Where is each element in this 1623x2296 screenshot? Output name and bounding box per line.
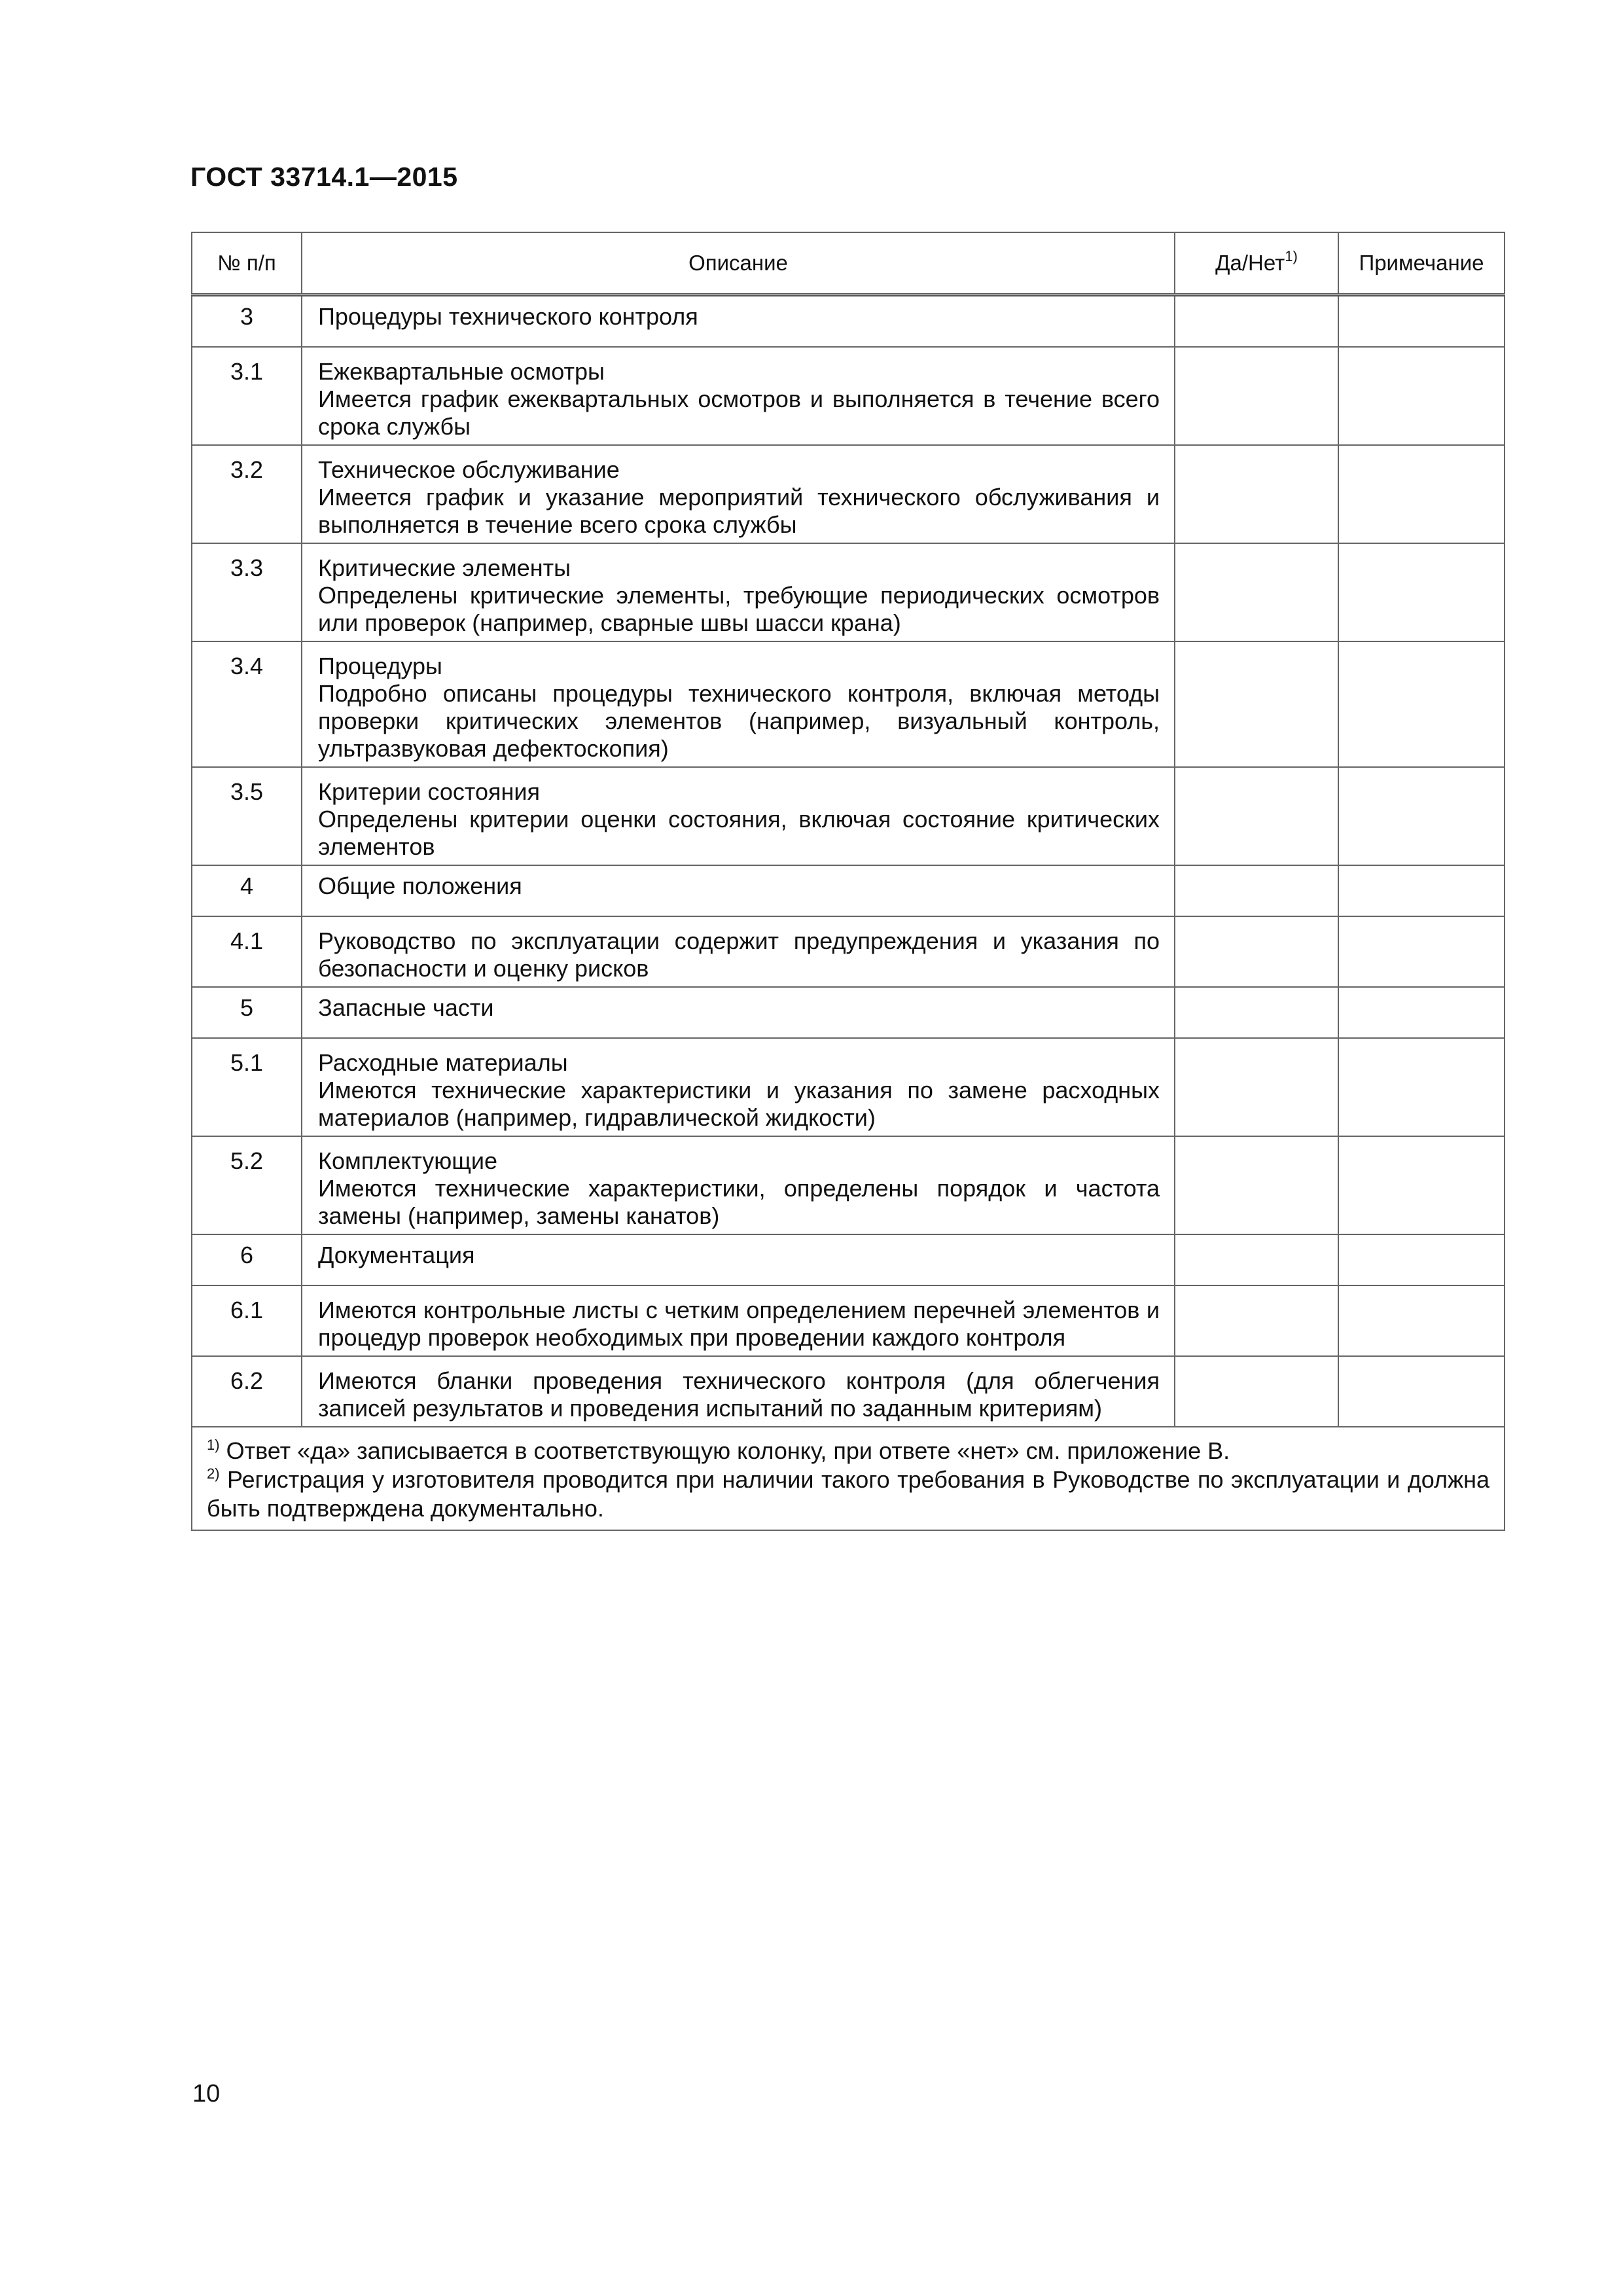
remark-cell[interactable] — [1338, 1285, 1505, 1356]
row-number: 3.2 — [192, 445, 302, 543]
table-row — [192, 987, 1505, 1038]
row-text: Имеется график и указание мероприятий технического обслуживания и выполняется в течение всего срока службы — [318, 484, 1160, 538]
row-number: 3.4 — [192, 641, 302, 767]
remark-cell[interactable] — [1338, 295, 1505, 348]
row-description — [302, 865, 1175, 916]
row-text: Процедуры технического контроля — [318, 303, 698, 330]
remark-cell[interactable] — [1338, 1038, 1505, 1136]
row-text: Документация — [318, 1242, 475, 1268]
table-row — [192, 641, 1505, 767]
remark-cell[interactable] — [1338, 347, 1505, 445]
row-title: Критические элементы — [318, 554, 571, 581]
table-row — [192, 865, 1505, 916]
row-text: Общие положения — [318, 872, 522, 899]
row-description — [302, 1136, 1175, 1234]
table-row — [192, 1038, 1505, 1136]
yes-no-cell[interactable] — [1175, 767, 1338, 865]
table-row — [192, 295, 1505, 348]
table-header-row — [192, 232, 1505, 295]
row-text: Запасные части — [318, 994, 494, 1021]
row-text: Имеется график ежеквартальных осмотров и выполняется в течение всего срока службы — [318, 386, 1160, 440]
footnote-1 — [207, 1437, 1489, 1465]
row-number: 6.1 — [192, 1285, 302, 1356]
yes-no-cell[interactable] — [1175, 1136, 1338, 1234]
footnote-marker: 1) — [1285, 248, 1298, 264]
row-description — [302, 1356, 1175, 1427]
row-text: Руководство по эксплуатации содержит предупреждения и указания по безопасности и оценку рисков — [318, 927, 1160, 982]
table-row — [192, 347, 1505, 445]
row-description — [302, 1234, 1175, 1285]
row-text: Имеются контрольные листы с четким определением перечней элементов и процедур проверок необходимых при проведении каждого контроля — [318, 1297, 1160, 1351]
row-text: Имеются технические характеристики, определены порядок и частота замены (например, замены канатов) — [318, 1175, 1160, 1229]
yes-no-cell[interactable] — [1175, 347, 1338, 445]
table-row — [192, 767, 1505, 865]
row-title: Ежеквартальные осмотры — [318, 358, 605, 385]
row-description — [302, 916, 1175, 987]
row-number: 6 — [192, 1234, 302, 1285]
row-number: 5 — [192, 987, 302, 1038]
row-number: 5.1 — [192, 1038, 302, 1136]
row-description — [302, 543, 1175, 641]
row-text: Подробно описаны процедуры технического контроля, включая методы проверки критических элементов (например, визуальный контроль, ультразвуковая дефектоскопия) — [318, 680, 1160, 762]
row-number: 3.1 — [192, 347, 302, 445]
table-row — [192, 916, 1505, 987]
checklist-table — [191, 232, 1505, 1531]
yes-no-cell[interactable] — [1175, 445, 1338, 543]
row-number: 4.1 — [192, 916, 302, 987]
row-description — [302, 347, 1175, 445]
row-description — [302, 987, 1175, 1038]
yes-no-cell[interactable] — [1175, 1285, 1338, 1356]
row-number: 4 — [192, 865, 302, 916]
row-description — [302, 1285, 1175, 1356]
table-row — [192, 1136, 1505, 1234]
yes-no-cell[interactable] — [1175, 916, 1338, 987]
remark-cell[interactable] — [1338, 987, 1505, 1038]
row-title: Расходные материалы — [318, 1049, 568, 1076]
row-text: Определены критические элементы, требующие периодических осмотров или проверок (например, сварные швы шасси крана) — [318, 582, 1160, 636]
column-header-yes-no-label: Да/Нет — [1215, 251, 1285, 275]
yes-no-cell[interactable] — [1175, 1038, 1338, 1136]
yes-no-cell[interactable] — [1175, 543, 1338, 641]
footnote-2-marker: 2) — [207, 1465, 220, 1482]
row-number: 5.2 — [192, 1136, 302, 1234]
remark-cell[interactable] — [1338, 916, 1505, 987]
row-title: Техническое обслуживание — [318, 456, 620, 483]
yes-no-cell[interactable] — [1175, 865, 1338, 916]
table-row — [192, 1356, 1505, 1427]
remark-cell[interactable] — [1338, 543, 1505, 641]
row-description — [302, 295, 1175, 348]
footnote-2-text: Регистрация у изготовителя проводится при наличии такого требования в Руководстве по эксплуатации и должна быть подтверждена документально. — [207, 1466, 1489, 1522]
footnote-2 — [207, 1465, 1489, 1523]
remark-cell[interactable] — [1338, 1234, 1505, 1285]
footnote-1-marker: 1) — [207, 1437, 220, 1453]
table-body — [192, 295, 1505, 1427]
footnote-1-text: Ответ «да» записывается в соответствующую колонку, при ответе «нет» см. приложение В. — [226, 1437, 1230, 1464]
yes-no-cell[interactable] — [1175, 641, 1338, 767]
yes-no-cell[interactable] — [1175, 295, 1338, 348]
row-title: Процедуры — [318, 653, 442, 679]
row-description — [302, 445, 1175, 543]
column-header-description: Описание — [302, 232, 1175, 295]
row-number: 3.5 — [192, 767, 302, 865]
row-title: Комплектующие — [318, 1147, 498, 1174]
row-number: 3.3 — [192, 543, 302, 641]
row-text: Имеются технические характеристики и указания по замене расходных материалов (например, гидравлической жидкости) — [318, 1077, 1160, 1131]
row-number: 3 — [192, 295, 302, 348]
yes-no-cell[interactable] — [1175, 987, 1338, 1038]
column-header-num: № п/п — [192, 232, 302, 295]
row-title: Критерии состояния — [318, 778, 540, 805]
remark-cell[interactable] — [1338, 641, 1505, 767]
remark-cell[interactable] — [1338, 767, 1505, 865]
row-text: Определены критерии оценки состояния, включая состояние критических элементов — [318, 806, 1160, 860]
footnotes-row — [192, 1427, 1505, 1530]
table-row — [192, 1234, 1505, 1285]
column-header-yes-no — [1175, 232, 1338, 295]
row-description — [302, 1038, 1175, 1136]
table-row — [192, 445, 1505, 543]
row-description — [302, 641, 1175, 767]
remark-cell[interactable] — [1338, 1136, 1505, 1234]
row-description — [302, 767, 1175, 865]
column-header-remark: Примечание — [1338, 232, 1505, 295]
row-text: Имеются бланки проведения технического контроля (для облегчения записей результатов и проведения испытаний по заданным критериям) — [318, 1367, 1160, 1422]
document-code-header: ГОСТ 33714.1—2015 — [190, 162, 458, 192]
table-row — [192, 543, 1505, 641]
yes-no-cell[interactable] — [1175, 1356, 1338, 1427]
table-row — [192, 1285, 1505, 1356]
remark-cell[interactable] — [1338, 445, 1505, 543]
page-number: 10 — [192, 2080, 221, 2108]
footnotes-cell — [192, 1427, 1505, 1530]
remark-cell[interactable] — [1338, 1356, 1505, 1427]
yes-no-cell[interactable] — [1175, 1234, 1338, 1285]
remark-cell[interactable] — [1338, 865, 1505, 916]
row-number: 6.2 — [192, 1356, 302, 1427]
